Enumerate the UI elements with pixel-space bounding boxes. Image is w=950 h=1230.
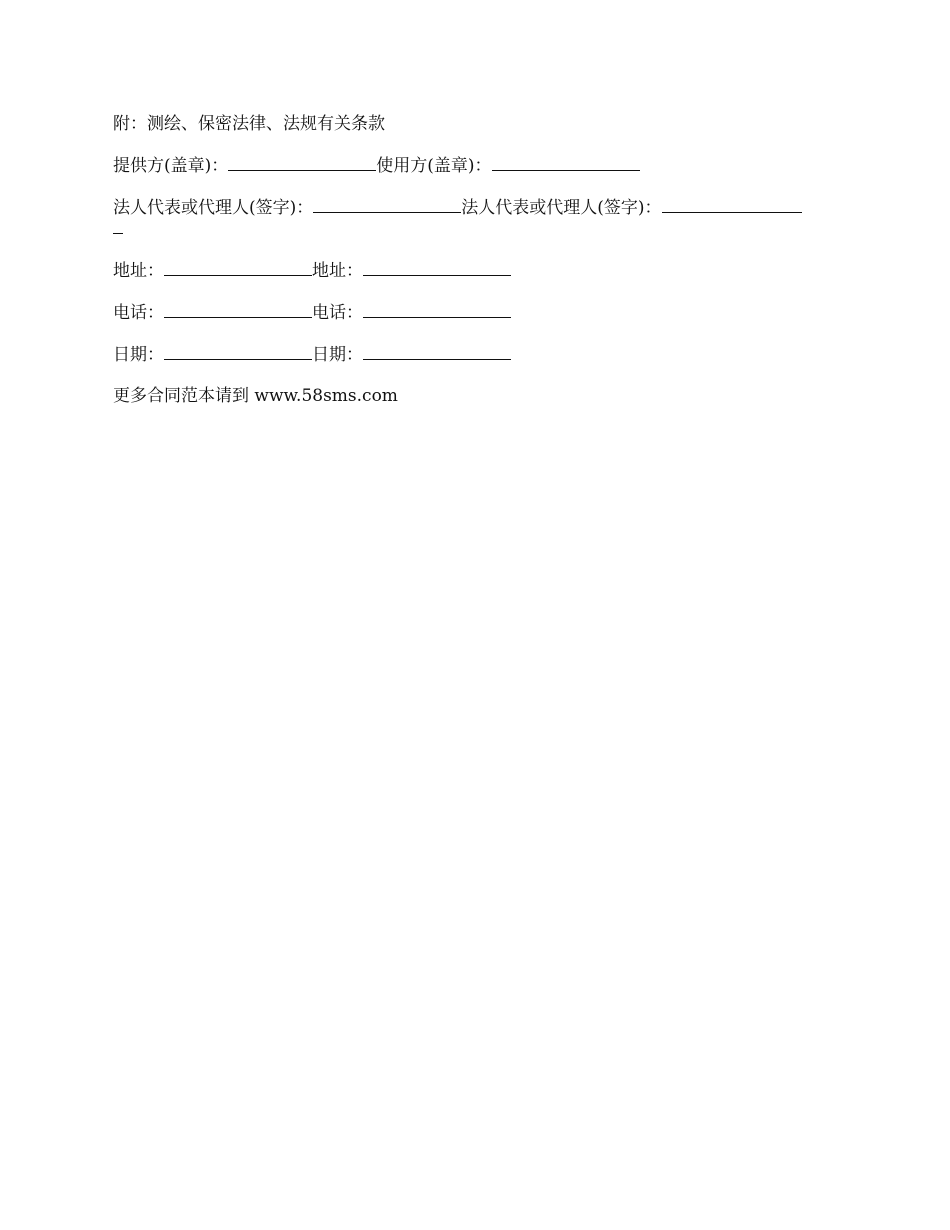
- user-address-blank[interactable]: [363, 257, 511, 276]
- provider-phone-label: 电话：: [113, 303, 164, 323]
- provider-date-label: 日期：: [113, 345, 164, 365]
- provider-phone-blank[interactable]: [164, 299, 312, 318]
- footer-line: 更多合同范本请到 www.58sms.com: [113, 386, 398, 406]
- provider-stamp-label: 提供方(盖章)：: [113, 156, 229, 176]
- user-representative-blank-wrap[interactable]: [113, 215, 123, 234]
- user-date-blank[interactable]: [363, 341, 511, 360]
- user-date-label: 日期：: [312, 345, 363, 365]
- provider-address-label: 地址：: [113, 261, 164, 281]
- provider-stamp-blank[interactable]: [228, 152, 376, 171]
- user-representative-label: 法人代表或代理人(签字)：: [461, 198, 662, 218]
- phone-row: [113, 299, 843, 326]
- user-representative-blank[interactable]: [662, 194, 802, 213]
- date-row: [113, 341, 843, 368]
- contract-signature-section: [113, 111, 843, 409]
- user-phone-blank[interactable]: [363, 299, 511, 318]
- provider-representative-blank[interactable]: [313, 194, 461, 213]
- user-phone-label: 电话：: [312, 303, 363, 323]
- address-row: [113, 257, 843, 284]
- provider-address-blank[interactable]: [164, 257, 312, 276]
- user-stamp-label: 使用方(盖章)：: [376, 156, 492, 176]
- stamp-row: [113, 152, 843, 179]
- provider-representative-label: 法人代表或代理人(签字)：: [113, 198, 314, 218]
- user-address-label: 地址：: [312, 261, 363, 281]
- provider-date-blank[interactable]: [164, 341, 312, 360]
- representative-row: [113, 194, 843, 221]
- user-stamp-blank[interactable]: [492, 152, 640, 171]
- appendix-line: 附：测绘、保密法律、法规有关条款: [113, 114, 385, 134]
